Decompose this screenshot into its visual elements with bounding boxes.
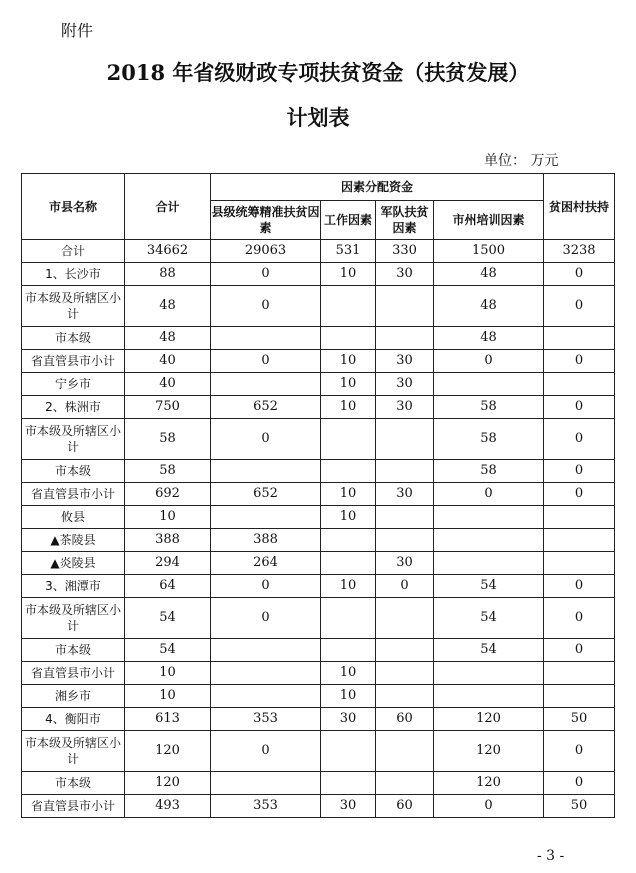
cell-c3 xyxy=(376,685,434,708)
table-row xyxy=(22,240,615,263)
cell-total: 54 xyxy=(125,598,211,639)
cell-c1: 264 xyxy=(211,552,321,575)
cell-c5: 0 xyxy=(544,350,615,373)
cell-c1: 0 xyxy=(211,263,321,286)
cell-c2: 10 xyxy=(321,662,376,685)
table-row xyxy=(22,529,615,552)
cell-c2 xyxy=(321,419,376,460)
cell-c1 xyxy=(211,373,321,396)
cell-c2: 10 xyxy=(321,396,376,419)
cell-c2 xyxy=(321,639,376,662)
cell-total: 40 xyxy=(125,350,211,373)
cell-c1: 0 xyxy=(211,598,321,639)
cell-c2: 10 xyxy=(321,575,376,598)
cell-total: 48 xyxy=(125,286,211,327)
cell-name: 省直管县市小计 xyxy=(22,662,125,685)
cell-total: 750 xyxy=(125,396,211,419)
cell-c1: 353 xyxy=(211,795,321,818)
table-row xyxy=(22,350,615,373)
cell-c3: 30 xyxy=(376,350,434,373)
header-poor-village: 贫困村扶持 xyxy=(544,174,615,240)
cell-c5: 0 xyxy=(544,772,615,795)
cell-total: 294 xyxy=(125,552,211,575)
cell-c2 xyxy=(321,286,376,327)
cell-c4: 120 xyxy=(434,772,544,795)
cell-c5: 0 xyxy=(544,286,615,327)
cell-c3 xyxy=(376,506,434,529)
cell-c5: 0 xyxy=(544,483,615,506)
cell-name: ▲炎陵县 xyxy=(22,552,125,575)
header-factor-group: 因素分配资金 xyxy=(211,174,544,201)
cell-c2 xyxy=(321,731,376,772)
cell-c4: 0 xyxy=(434,350,544,373)
cell-c5: 0 xyxy=(544,731,615,772)
cell-c5 xyxy=(544,327,615,350)
cell-total: 34662 xyxy=(125,240,211,263)
cell-c2 xyxy=(321,460,376,483)
cell-c4: 58 xyxy=(434,419,544,460)
cell-name: 合计 xyxy=(22,240,125,263)
cell-c5: 0 xyxy=(544,419,615,460)
cell-c3: 60 xyxy=(376,795,434,818)
cell-c1: 388 xyxy=(211,529,321,552)
cell-total: 64 xyxy=(125,575,211,598)
cell-c1: 0 xyxy=(211,731,321,772)
cell-c5 xyxy=(544,373,615,396)
cell-c1: 0 xyxy=(211,350,321,373)
cell-total: 10 xyxy=(125,506,211,529)
cell-c5 xyxy=(544,685,615,708)
cell-c3: 60 xyxy=(376,708,434,731)
cell-c2 xyxy=(321,552,376,575)
cell-name: 3、湘潭市 xyxy=(22,575,125,598)
cell-c4 xyxy=(434,506,544,529)
cell-name: 市本级及所辖区小计 xyxy=(22,286,125,327)
page-title: 2018 年省级财政专项扶贫资金（扶贫发展） xyxy=(106,60,530,85)
cell-c1: 0 xyxy=(211,419,321,460)
cell-c1: 0 xyxy=(211,286,321,327)
cell-c2: 10 xyxy=(321,263,376,286)
cell-c3: 30 xyxy=(376,552,434,575)
cell-c2: 531 xyxy=(321,240,376,263)
table-row xyxy=(22,552,615,575)
cell-c1 xyxy=(211,662,321,685)
cell-c2: 10 xyxy=(321,506,376,529)
cell-name: 湘乡市 xyxy=(22,685,125,708)
header-name: 市县名称 xyxy=(22,174,125,240)
cell-c1 xyxy=(211,772,321,795)
cell-c5: 50 xyxy=(544,795,615,818)
cell-total: 54 xyxy=(125,639,211,662)
unit-label: 单位： 万元 xyxy=(484,153,559,169)
cell-c5: 3238 xyxy=(544,240,615,263)
header-training: 市州培训因素 xyxy=(434,201,544,240)
cell-c4 xyxy=(434,685,544,708)
cell-total: 120 xyxy=(125,772,211,795)
cell-c4 xyxy=(434,552,544,575)
cell-c1: 0 xyxy=(211,575,321,598)
cell-c3 xyxy=(376,286,434,327)
cell-name: 1、长沙市 xyxy=(22,263,125,286)
cell-c5: 50 xyxy=(544,708,615,731)
cell-c1: 652 xyxy=(211,483,321,506)
table-row xyxy=(22,662,615,685)
table-row xyxy=(22,373,615,396)
cell-c5: 0 xyxy=(544,263,615,286)
cell-name: 宁乡市 xyxy=(22,373,125,396)
cell-c5 xyxy=(544,506,615,529)
cell-c3 xyxy=(376,460,434,483)
table-row xyxy=(22,506,615,529)
cell-c2: 10 xyxy=(321,685,376,708)
cell-c4: 58 xyxy=(434,460,544,483)
cell-c5 xyxy=(544,529,615,552)
cell-c5: 0 xyxy=(544,575,615,598)
cell-c4: 48 xyxy=(434,327,544,350)
cell-c4: 54 xyxy=(434,598,544,639)
cell-name: 4、衡阳市 xyxy=(22,708,125,731)
cell-name: 市本级及所辖区小计 xyxy=(22,731,125,772)
table-row xyxy=(22,396,615,419)
cell-name: 省直管县市小计 xyxy=(22,483,125,506)
cell-c2: 10 xyxy=(321,350,376,373)
cell-c3: 330 xyxy=(376,240,434,263)
table-row xyxy=(22,286,615,327)
cell-c4 xyxy=(434,373,544,396)
cell-c4: 48 xyxy=(434,263,544,286)
cell-c4: 54 xyxy=(434,575,544,598)
cell-c1: 652 xyxy=(211,396,321,419)
cell-name: 市本级及所辖区小计 xyxy=(22,598,125,639)
plan-table xyxy=(21,173,615,818)
header-total: 合计 xyxy=(125,174,211,240)
header-army: 军队扶贫因素 xyxy=(376,201,434,240)
cell-total: 493 xyxy=(125,795,211,818)
table-row xyxy=(22,575,615,598)
table-row xyxy=(22,772,615,795)
cell-name: 省直管县市小计 xyxy=(22,795,125,818)
table-row xyxy=(22,795,615,818)
cell-c2 xyxy=(321,327,376,350)
cell-c2: 10 xyxy=(321,373,376,396)
cell-c2: 30 xyxy=(321,795,376,818)
page-number: - 3 - xyxy=(537,848,565,864)
cell-name: 省直管县市小计 xyxy=(22,350,125,373)
cell-total: 10 xyxy=(125,685,211,708)
table-body xyxy=(22,240,615,818)
cell-total: 58 xyxy=(125,419,211,460)
cell-c4: 120 xyxy=(434,708,544,731)
cell-c3: 30 xyxy=(376,263,434,286)
cell-total: 120 xyxy=(125,731,211,772)
cell-c1: 353 xyxy=(211,708,321,731)
table-row xyxy=(22,263,615,286)
cell-c1 xyxy=(211,685,321,708)
cell-c3: 30 xyxy=(376,483,434,506)
cell-c5: 0 xyxy=(544,639,615,662)
cell-c3 xyxy=(376,662,434,685)
table-row xyxy=(22,327,615,350)
cell-c4: 54 xyxy=(434,639,544,662)
cell-c1 xyxy=(211,639,321,662)
cell-c3: 30 xyxy=(376,396,434,419)
cell-c4: 48 xyxy=(434,286,544,327)
cell-c2: 30 xyxy=(321,708,376,731)
table-row xyxy=(22,460,615,483)
cell-c3 xyxy=(376,731,434,772)
cell-total: 88 xyxy=(125,263,211,286)
cell-total: 692 xyxy=(125,483,211,506)
cell-c2 xyxy=(321,598,376,639)
table-row xyxy=(22,483,615,506)
cell-c4 xyxy=(434,662,544,685)
table-row xyxy=(22,685,615,708)
cell-c5 xyxy=(544,662,615,685)
cell-total: 10 xyxy=(125,662,211,685)
cell-c2: 10 xyxy=(321,483,376,506)
page-subtitle: 计划表 xyxy=(286,106,350,130)
cell-c4: 0 xyxy=(434,795,544,818)
cell-c3 xyxy=(376,419,434,460)
cell-c3: 0 xyxy=(376,575,434,598)
cell-total: 48 xyxy=(125,327,211,350)
cell-c5 xyxy=(544,552,615,575)
table-row xyxy=(22,639,615,662)
cell-c4: 1500 xyxy=(434,240,544,263)
cell-c3 xyxy=(376,598,434,639)
attachment-label: 附件 xyxy=(61,21,94,40)
cell-c1 xyxy=(211,460,321,483)
cell-name: 市本级 xyxy=(22,460,125,483)
cell-name: 市本级 xyxy=(22,639,125,662)
cell-c2 xyxy=(321,772,376,795)
cell-c2 xyxy=(321,529,376,552)
cell-name: 市本级 xyxy=(22,772,125,795)
cell-name: 2、株洲市 xyxy=(22,396,125,419)
cell-total: 613 xyxy=(125,708,211,731)
cell-name: ▲茶陵县 xyxy=(22,529,125,552)
cell-c4: 120 xyxy=(434,731,544,772)
cell-c3 xyxy=(376,327,434,350)
cell-total: 58 xyxy=(125,460,211,483)
cell-c3 xyxy=(376,639,434,662)
cell-total: 40 xyxy=(125,373,211,396)
cell-total: 388 xyxy=(125,529,211,552)
cell-c4 xyxy=(434,529,544,552)
cell-c3 xyxy=(376,529,434,552)
cell-c5: 0 xyxy=(544,598,615,639)
table-row xyxy=(22,419,615,460)
cell-c5: 0 xyxy=(544,460,615,483)
table-row xyxy=(22,708,615,731)
table-row xyxy=(22,731,615,772)
cell-c3 xyxy=(376,772,434,795)
cell-c1: 29063 xyxy=(211,240,321,263)
header-work: 工作因素 xyxy=(321,201,376,240)
header-county-precision: 县级统筹精准扶贫因素 xyxy=(211,201,321,240)
cell-c4: 0 xyxy=(434,483,544,506)
cell-c1 xyxy=(211,327,321,350)
cell-c5: 0 xyxy=(544,396,615,419)
cell-name: 市本级及所辖区小计 xyxy=(22,419,125,460)
cell-name: 市本级 xyxy=(22,327,125,350)
cell-c3: 30 xyxy=(376,373,434,396)
cell-c1 xyxy=(211,506,321,529)
cell-name: 攸县 xyxy=(22,506,125,529)
table-row xyxy=(22,598,615,639)
cell-c4: 58 xyxy=(434,396,544,419)
